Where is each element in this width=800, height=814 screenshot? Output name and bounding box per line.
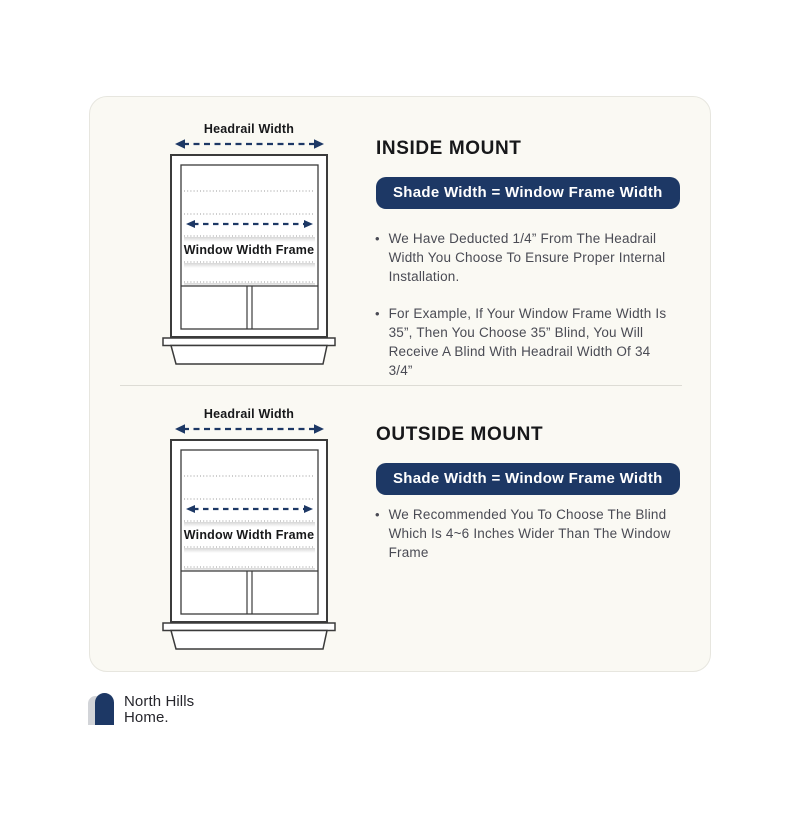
note-item	[375, 229, 677, 286]
logo-wordmark	[124, 694, 194, 725]
note-text: For Example, If Your Window Frame Width Is 35”, Then You Choose 35” Blind, You Will Receive A Blind With Headrail Width Of 34 3/4”	[388, 306, 667, 378]
note-item	[375, 304, 677, 380]
inside-mount-formula-badge: Shade Width = Window Frame Width	[376, 177, 680, 209]
window-diagram-svg	[147, 115, 352, 367]
arch-front-shape	[95, 693, 114, 725]
inside-mount-window-diagram	[147, 115, 352, 367]
arch-logo-icon	[88, 692, 115, 725]
note-text: We Recommended You To Choose The Blind Which Is 4~6 Inches Wider Than The Window Frame	[388, 507, 671, 560]
logo-line2: Home.	[124, 708, 169, 726]
window-width-frame-label: Window Width Frame	[183, 243, 315, 257]
window-sill	[163, 338, 335, 346]
window-width-frame-label: Window Width Frame	[183, 528, 315, 542]
outside-mount-section	[90, 382, 712, 670]
bullet-icon: •	[375, 231, 380, 246]
bullet-icon: •	[375, 306, 380, 321]
outside-mount-heading: OUTSIDE MOUNT	[376, 424, 544, 445]
window-apron	[171, 631, 327, 650]
headrail-width-label: Headrail Width	[203, 407, 295, 421]
window-diagram-svg	[147, 400, 352, 652]
headrail-width-arrow-icon	[175, 424, 324, 433]
inside-mount-notes	[375, 229, 677, 398]
outside-mount-notes	[375, 505, 677, 580]
bullet-icon: •	[375, 507, 380, 522]
window-sill	[163, 623, 335, 631]
outside-mount-window-diagram	[147, 400, 352, 652]
headrail-width-arrow-icon	[175, 139, 324, 148]
logo-line1: North Hills	[124, 693, 195, 710]
inside-mount-section	[90, 97, 712, 385]
note-item	[375, 505, 677, 562]
headrail-width-label: Headrail Width	[203, 122, 295, 136]
measurement-guide-card	[89, 96, 711, 672]
inside-mount-heading: INSIDE MOUNT	[376, 138, 522, 159]
outside-mount-formula-badge: Shade Width = Window Frame Width	[376, 463, 680, 495]
north-hills-home-logo	[88, 692, 194, 725]
window-apron	[171, 346, 327, 365]
note-text: We Have Deducted 1/4” From The Headrail Width You Choose To Ensure Proper Internal Installation.	[388, 231, 666, 284]
